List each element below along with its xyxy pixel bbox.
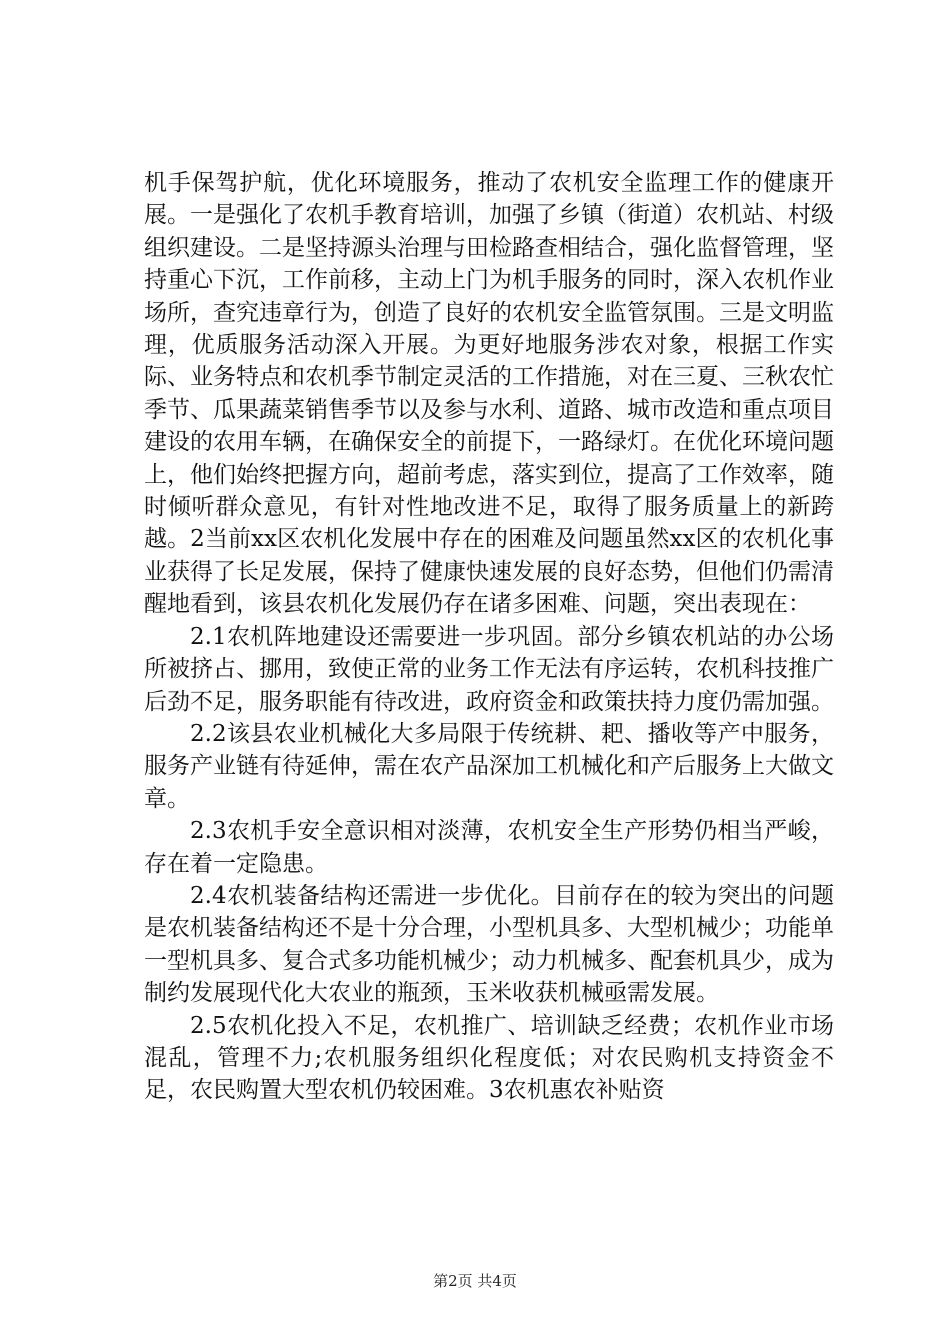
paragraph-intro: 机手保驾护航，优化环境服务，推动了农机安全监理工作的健康开展。一是强化了农机手教育培训，加强了乡镇（街道）农机站、村级组织建设。二是坚持源头治理与田检路查相结合，强化监督管理，坚持重心下沉，工作前移，主动上门为机手服务的同时，深入农机作业场所，查究违章行为，创造了良好的农机安全监管氛围。三是文明监理，优质服务活动深入开展。为更好地服务涉农对象，根据工作实际、业务特点和农机季节制定灵活的工作措施，对在三夏、三秋农忙季节、瓜果蔬菜销售季节以及参与水利、道路、城市改造和重点项目建设的农用车辆，在确保安全的前提下，一路绿灯。在优化环境问题上，他们始终把握方向，超前考虑，落实到位，提高了工作效率，随时倾听群众意见，有针对性地改进不足，取得了服务质量上的新跨越。2当前xx区农机化发展中存在的困难及问题虽然xx区的农机化事业获得了长足发展，保持了健康快速发展的良好态势，但他们仍需清醒地看到，该县农机化发展仍存在诸多困难、问题，突出表现在： — [144, 170, 834, 618]
paragraph-2-3: 2.3农机手安全意识相对淡薄，农机安全生产形势仍相当严峻，存在着一定隐患。 — [144, 818, 834, 877]
page-number-footer: 第2页 共4页 — [433, 1272, 517, 1290]
paragraph-2-5: 2.5农机化投入不足，农机推广、培训缺乏经费；农机作业市场混乱，管理不力;农机服务组织化程度低；对农民购机支持资金不足，农民购置大型农机仍较困难。3农机惠农补贴资 — [144, 1012, 834, 1104]
paragraph-2-1: 2.1农机阵地建设还需要进一步巩固。部分乡镇农机站的办公场所被挤占、挪用，致使正常的业务工作无法有序运转，农机科技推广后劲不足，服务职能有待改进，政府资金和政策扶持力度仍需加强。 — [144, 623, 834, 715]
document-body — [144, 167, 834, 1107]
paragraph-2-2: 2.2该县农业机械化大多局限于传统耕、耙、播收等产中服务，服务产业链有待延伸，需在农产品深加工机械化和产后服务上大做文章。 — [144, 720, 834, 812]
paragraph-2-4: 2.4农机装备结构还需进一步优化。目前存在的较为突出的问题是农机装备结构还不是十分合理，小型机具多、大型机械少；功能单一型机具多、复合式多功能机械少；动力机械多、配套机具少，成为制约发展现代化大农业的瓶颈，玉米收获机械亟需发展。 — [144, 882, 834, 1007]
